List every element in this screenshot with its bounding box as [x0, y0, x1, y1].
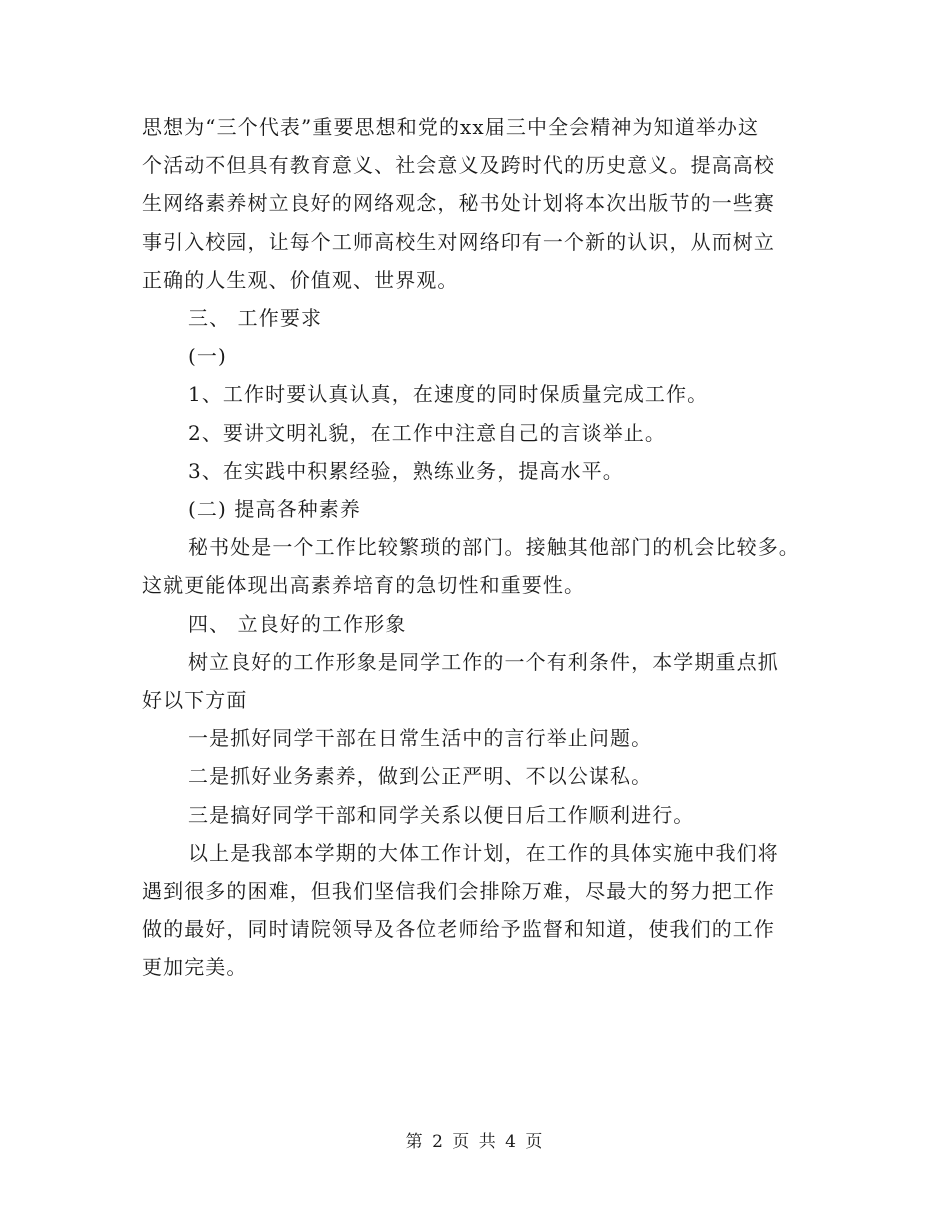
- paragraph-line: 这就更能体现出高素养培育的急切性和重要性。: [142, 573, 586, 598]
- document-body: [142, 108, 812, 987]
- paragraph-line: 树立良好的工作形象是同学工作的一个有利条件，本学期重点抓: [188, 649, 779, 674]
- paragraph-line: 秘书处是一个工作比较繁琐的部门。接触其他部门的机会比较多。: [188, 535, 800, 560]
- paragraph-line: 生网络素养树立良好的网络观念，秘书处计划将本次出版节的一些赛: [142, 191, 775, 216]
- paragraph-line: 以上是我部本学期的大体工作计划，在工作的具体实施中我们将: [188, 840, 779, 865]
- list-item: 3、在实践中积累经验，熟练业务，提高水平。: [188, 458, 624, 483]
- section-heading-work-image: 四、 立良好的工作形象: [188, 611, 407, 636]
- paragraph-line: 事引入校园，让每个工师高校生对网络印有一个新的认识，从而树立: [142, 229, 775, 254]
- list-item: 1、工作时要认真认真，在速度的同时保质量完成工作。: [188, 382, 709, 407]
- paragraph-line: 个活动不但具有教育意义、社会意义及跨时代的历史意义。提高高校: [142, 153, 775, 178]
- list-item: 一是抓好同学干部在日常生活中的言行举止问题。: [188, 726, 653, 751]
- list-item: 三是搞好同学干部和同学关系以便日后工作顺利进行。: [188, 802, 695, 827]
- list-item: 2、要讲文明礼貌，在工作中注意自己的言谈举止。: [188, 420, 667, 445]
- page-number-footer: 第 2 页 共 4 页: [405, 1132, 545, 1152]
- paragraph-line: 做的最好，同时请院领导及各位老师给予监督和知道，使我们的工作: [142, 917, 775, 942]
- subsection-label-one: (一): [188, 344, 227, 369]
- paragraph-line: 更加完美。: [142, 955, 248, 980]
- section-heading-work-requirements: 三、 工作要求: [188, 306, 323, 331]
- list-item: 二是抓好业务素养，做到公正严明、不以公谋私。: [188, 764, 653, 789]
- paragraph-line: 正确的人生观、价值观、世界观。: [142, 267, 459, 292]
- paragraph-line: 思想为“三个代表”重要思想和党的xx届三中全会精神为知道举办这: [142, 115, 760, 139]
- paragraph-line: 好以下方面: [142, 688, 248, 713]
- paragraph-line: 遇到很多的困难，但我们坚信我们会排除万难，尽最大的努力把工作: [142, 879, 775, 904]
- subsection-heading-improve-literacy: (二) 提高各种素养: [188, 497, 361, 522]
